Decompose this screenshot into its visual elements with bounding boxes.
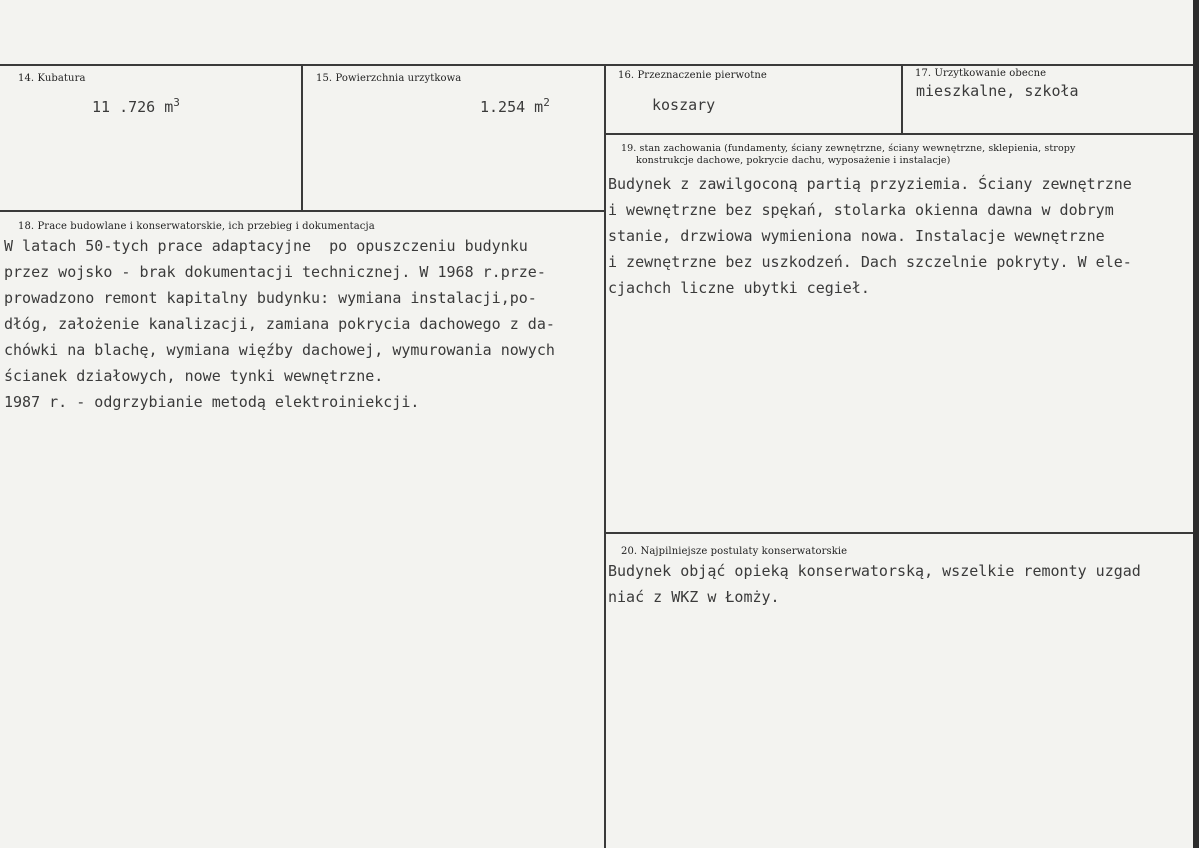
- divider-14-15: [301, 64, 303, 211]
- field-20-text: [608, 558, 1141, 610]
- field-18-line: dłóg, założenie kanalizacji, zamiana pokrycia dachowego z da-: [4, 315, 555, 333]
- field-15-value: [480, 90, 550, 120]
- field-19-line: i zewnętrzne bez uszkodzeń. Dach szczelnie pokryty. W ele-: [608, 253, 1132, 271]
- field-18-line: W latach 50-tych prace adaptacyjne po opuszczeniu budynku: [4, 237, 528, 255]
- field-19-line: stanie, drzwiowa wymieniona nowa. Instalacje wewnętrzne: [608, 227, 1105, 245]
- field-15-label: 15. Powierzchnia urzytkowa: [316, 73, 462, 84]
- field-18-line: ścianek działowych, nowe tynki wewnętrzne.: [4, 367, 384, 385]
- field-18-line: 1987 r. - odgrzybianie metodą elektroiniekcji.: [4, 393, 420, 411]
- rule-under-14-15: [0, 210, 605, 212]
- field-16-label: 16. Przeznaczenie pierwotne: [618, 70, 767, 81]
- field-20-line: Budynek objąć opieką konserwatorską, wszelkie remonty uzgad: [608, 562, 1141, 580]
- field-20-label: 20. Najpilniejsze postulaty konserwatorskie: [621, 546, 848, 557]
- center-divider: [604, 64, 606, 848]
- field-17-label: 17. Urzytkowanie obecne: [915, 68, 1047, 79]
- divider-16-17: [901, 64, 903, 134]
- field-15-number: 1.254 m: [480, 98, 544, 116]
- field-18-text: [4, 233, 555, 415]
- rule-above-20: [605, 532, 1193, 534]
- rule-under-16-17: [605, 133, 1193, 135]
- field-14-exponent: 3: [173, 96, 180, 109]
- field-18-label: 18. Prace budowlane i konserwatorskie, ich przebieg i dokumentacja: [18, 221, 375, 232]
- field-14-number: 11 .726 m: [92, 98, 174, 116]
- field-20-line: niać z WKZ w Łomży.: [608, 588, 780, 606]
- field-19-text: [608, 171, 1132, 301]
- field-19-label-line1: 19. stan zachowania (fundamenty, ściany zewnętrzne, ściany wewnętrzne, sklepienia, stropy: [621, 143, 1076, 154]
- field-17-value: mieszkalne, szkoła: [916, 82, 1079, 100]
- top-rule: [0, 64, 1193, 66]
- field-18-line: chówki na blachę, wymiana więźby dachowej, wymurowania nowych: [4, 341, 555, 359]
- field-19-label-line2: konstrukcje dachowe, pokrycie dachu, wyposażenie i instalacje): [636, 155, 951, 166]
- field-14-value: [92, 90, 180, 120]
- field-15-exponent: 2: [543, 96, 550, 109]
- field-18-line: przez wojsko - brak dokumentacji technicznej. W 1968 r.prze-: [4, 263, 546, 281]
- field-18-line: prowadzono remont kapitalny budynku: wymiana instalacji,po-: [4, 289, 537, 307]
- field-19-line: i wewnętrzne bez spękań, stolarka okienna dawna w dobrym: [608, 201, 1114, 219]
- field-19-line: cjachch liczne ubytki cegieł.: [608, 279, 870, 297]
- field-14-label: 14. Kubatura: [18, 73, 86, 84]
- field-16-value: koszary: [652, 96, 716, 114]
- field-19-line: Budynek z zawilgoconą partią przyziemia. Ściany zewnętrzne: [608, 175, 1132, 193]
- card-edge: [1193, 0, 1199, 848]
